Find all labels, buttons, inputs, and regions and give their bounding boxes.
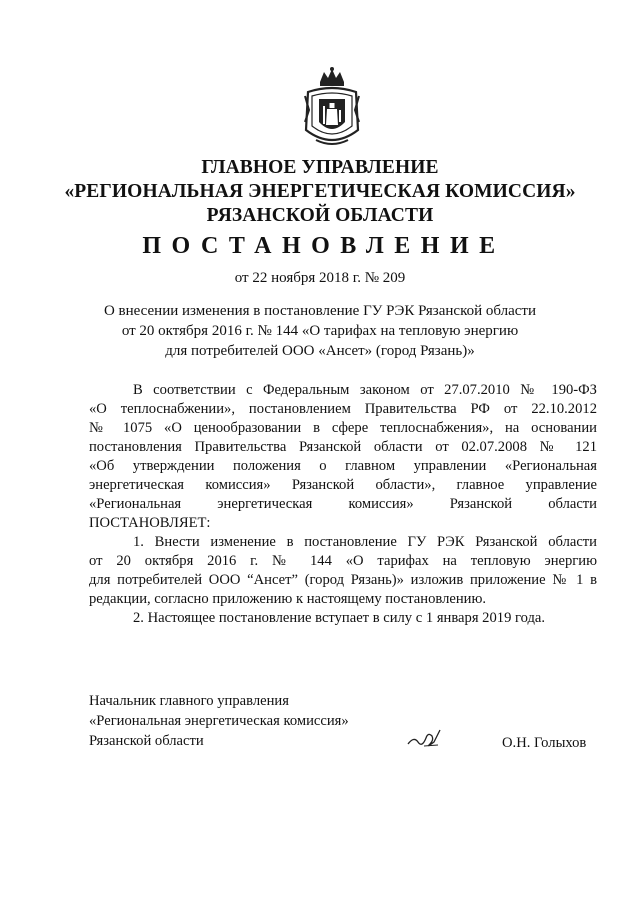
item-line: для потребителей ООО “Ансет” (город Рязань)» изложив приложение № 1 в: [89, 572, 597, 588]
signer-name: О.Н. Голыхов: [502, 735, 587, 751]
ryazan-coat-of-arms-icon: [302, 66, 362, 152]
subject-line3: для потребителей ООО «Ансет» (город Рязань)»: [165, 343, 475, 359]
preamble-line: В соответствии с Федеральным законом от 27.07.2010 № 190-ФЗ: [133, 382, 597, 398]
signer-position-line1: Начальник главного управления: [89, 693, 289, 709]
preamble-line: ПОСТАНОВЛЯЕТ:: [89, 515, 211, 531]
org-name-line3: РЯЗАНСКОЙ ОБЛАСТИ: [206, 205, 434, 226]
date-number: от 22 ноября 2018 г. № 209: [234, 270, 406, 286]
preamble-line: постановления Правительства Рязанской области от 02.07.2008 № 121: [89, 439, 597, 455]
item-line: от 20 октября 2016 г. № 144 «О тарифах на тепловую энергию: [89, 553, 597, 569]
preamble-line: энергетическая комиссия» Рязанской области», главное управление: [89, 477, 597, 493]
subject-line1: О внесении изменения в постановление ГУ РЭК Рязанской области: [103, 303, 537, 319]
handwritten-signature: [404, 722, 444, 752]
org-name-line1: ГЛАВНОЕ УПРАВЛЕНИЕ: [201, 157, 439, 178]
resolution-items: [89, 533, 597, 628]
signer-position-line3: Рязанской области: [89, 733, 204, 749]
org-name-line2: «РЕГИОНАЛЬНАЯ ЭНЕРГЕТИЧЕСКАЯ КОМИССИЯ»: [64, 181, 576, 202]
subject-line2: от 20 октября 2016 г. № 144 «О тарифах на тепловую энергию: [121, 323, 519, 339]
preamble-line: «Региональная энергетическая комиссия» Рязанской области: [89, 496, 597, 512]
preamble-line: «Об утверждении положения о главном управлении «Региональная: [89, 458, 597, 474]
item-line: 1. Внести изменение в постановление ГУ РЭК Рязанской области: [133, 534, 597, 550]
preamble-line: № 1075 «О ценообразовании в сфере теплоснабжения», на основании: [89, 420, 597, 436]
preamble-line: «О теплоснабжении», постановлением Правительства РФ от 22.10.2012: [89, 401, 597, 417]
document-type-title: ПОСТАНОВЛЕНИЕ: [142, 233, 506, 259]
preamble-paragraph: [89, 381, 597, 533]
item-line: редакции, согласно приложению к настоящему постановлению.: [89, 591, 487, 607]
item-line: 2. Настоящее постановление вступает в силу с 1 января 2019 года.: [133, 610, 546, 626]
signer-position-line2: «Региональная энергетическая комиссия»: [89, 713, 349, 729]
